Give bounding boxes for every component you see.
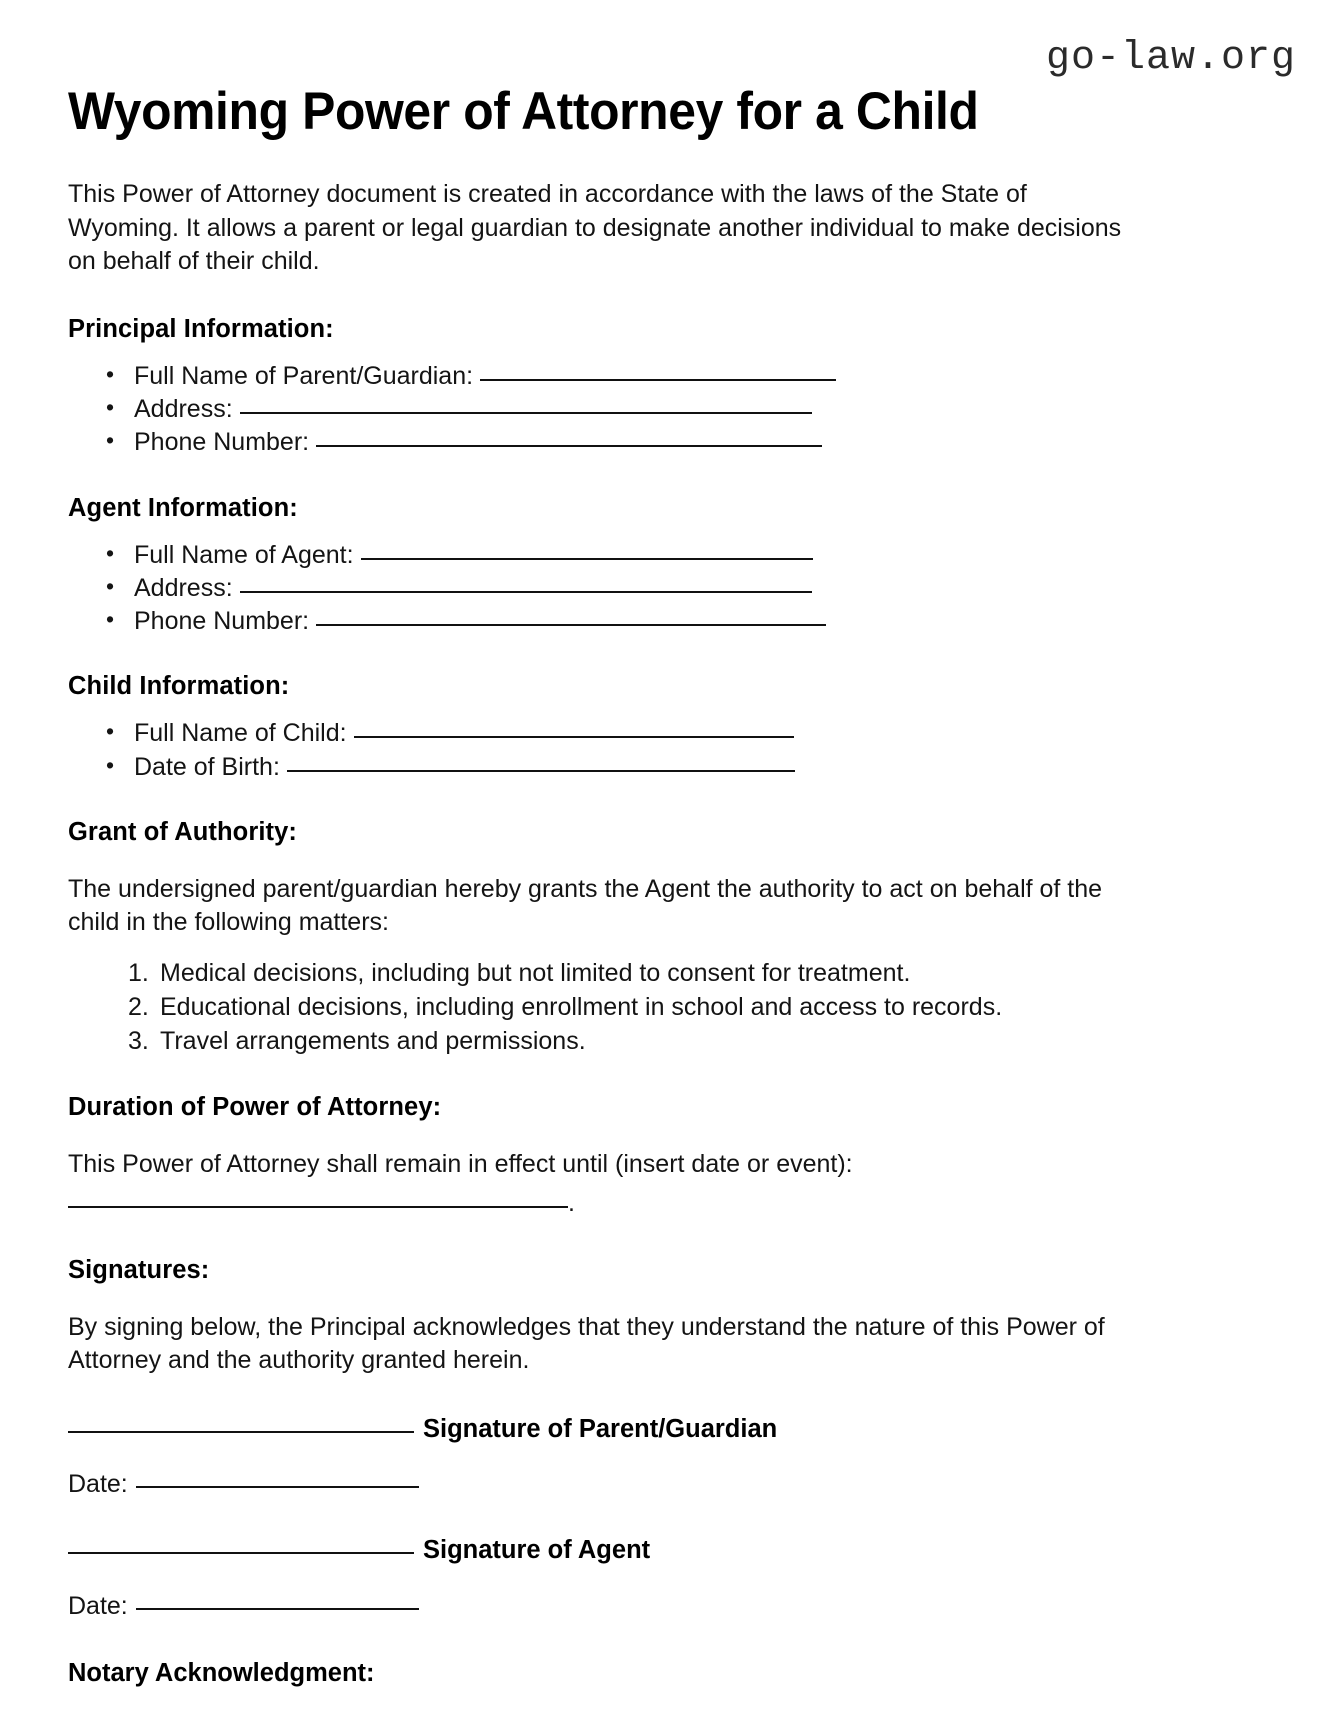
field-label: Date of Birth: bbox=[134, 752, 280, 781]
parent-signature-row bbox=[68, 1414, 1138, 1445]
authority-list bbox=[68, 959, 1138, 1057]
fill-in-line[interactable] bbox=[480, 379, 836, 381]
agent-date-line[interactable] bbox=[136, 1608, 419, 1610]
duration-blank-row bbox=[68, 1187, 1138, 1220]
list-item bbox=[106, 753, 1138, 782]
parent-signature-line[interactable] bbox=[68, 1431, 414, 1433]
field-label: Full Name of Child: bbox=[134, 719, 347, 748]
list-item bbox=[106, 395, 1138, 424]
section-heading-signatures: Signatures: bbox=[68, 1255, 210, 1284]
fill-in-line[interactable] bbox=[316, 445, 822, 447]
section-heading-duration: Duration of Power of Attorney: bbox=[68, 1092, 442, 1121]
list-item: Travel arrangements and permissions. bbox=[160, 1027, 586, 1056]
list-item bbox=[106, 362, 1138, 391]
site-watermark: go-law.org bbox=[1045, 36, 1296, 81]
section-heading-grant-of-authority: Grant of Authority: bbox=[68, 817, 298, 846]
agent-field-list bbox=[68, 541, 1138, 637]
signatures-text: By signing below, the Principal acknowledges that they understand the nature of this Power of Attorney and the authority granted herein. bbox=[68, 1312, 1105, 1375]
fill-in-line[interactable] bbox=[240, 591, 812, 593]
parent-date-label: Date: bbox=[68, 1470, 128, 1499]
agent-date-label: Date: bbox=[68, 1591, 128, 1620]
field-label: Phone Number: bbox=[134, 428, 310, 457]
field-label: Address: bbox=[134, 573, 233, 602]
agent-signature-row bbox=[68, 1535, 1138, 1566]
child-field-list bbox=[68, 719, 1138, 782]
list-item bbox=[106, 574, 1138, 603]
field-label: Full Name of Agent: bbox=[134, 540, 354, 569]
fill-in-line[interactable] bbox=[240, 412, 812, 414]
document-content bbox=[68, 0, 1138, 1688]
list-item: Educational decisions, including enrollment in school and access to records. bbox=[160, 993, 1003, 1022]
agent-date-row bbox=[68, 1592, 1138, 1621]
duration-period: . bbox=[568, 1189, 575, 1218]
section-heading-child: Child Information: bbox=[68, 672, 290, 701]
fill-in-line[interactable] bbox=[287, 770, 795, 772]
intro-paragraph: This Power of Attorney document is created in accordance with the laws of the State of Wyoming. It allows a parent or legal guardian to designate another individual to make decisions on behalf of their child. bbox=[68, 180, 1122, 276]
section-heading-agent: Agent Information: bbox=[68, 493, 298, 522]
agent-signature-line[interactable] bbox=[68, 1552, 414, 1554]
fill-in-line[interactable] bbox=[361, 558, 813, 560]
field-label: Full Name of Parent/Guardian: bbox=[134, 361, 474, 390]
parent-signature-label: Signature of Parent/Guardian bbox=[423, 1414, 778, 1443]
list-item bbox=[106, 541, 1138, 570]
list-item bbox=[106, 607, 1138, 636]
section-heading-principal: Principal Information: bbox=[68, 314, 334, 343]
list-item bbox=[106, 428, 1138, 457]
fill-in-line[interactable] bbox=[354, 736, 794, 738]
fill-in-line[interactable] bbox=[316, 624, 826, 626]
grant-intro-paragraph: The undersigned parent/guardian hereby grants the Agent the authority to act on behalf of the child in the following matters: bbox=[68, 874, 1103, 937]
page-title: Wyoming Power of Attorney for a Child bbox=[68, 82, 979, 141]
parent-date-line[interactable] bbox=[136, 1486, 419, 1488]
field-label: Address: bbox=[134, 395, 233, 424]
fill-in-line[interactable] bbox=[68, 1206, 568, 1208]
list-item bbox=[106, 719, 1138, 748]
principal-field-list bbox=[68, 362, 1138, 458]
field-label: Phone Number: bbox=[134, 607, 310, 636]
parent-date-row bbox=[68, 1470, 1138, 1499]
duration-text: This Power of Attorney shall remain in effect until (insert date or event): bbox=[68, 1149, 853, 1178]
section-heading-notary: Notary Acknowledgment: bbox=[68, 1658, 375, 1687]
list-item: Medical decisions, including but not limited to consent for treatment. bbox=[160, 958, 911, 987]
agent-signature-label: Signature of Agent bbox=[423, 1536, 651, 1565]
